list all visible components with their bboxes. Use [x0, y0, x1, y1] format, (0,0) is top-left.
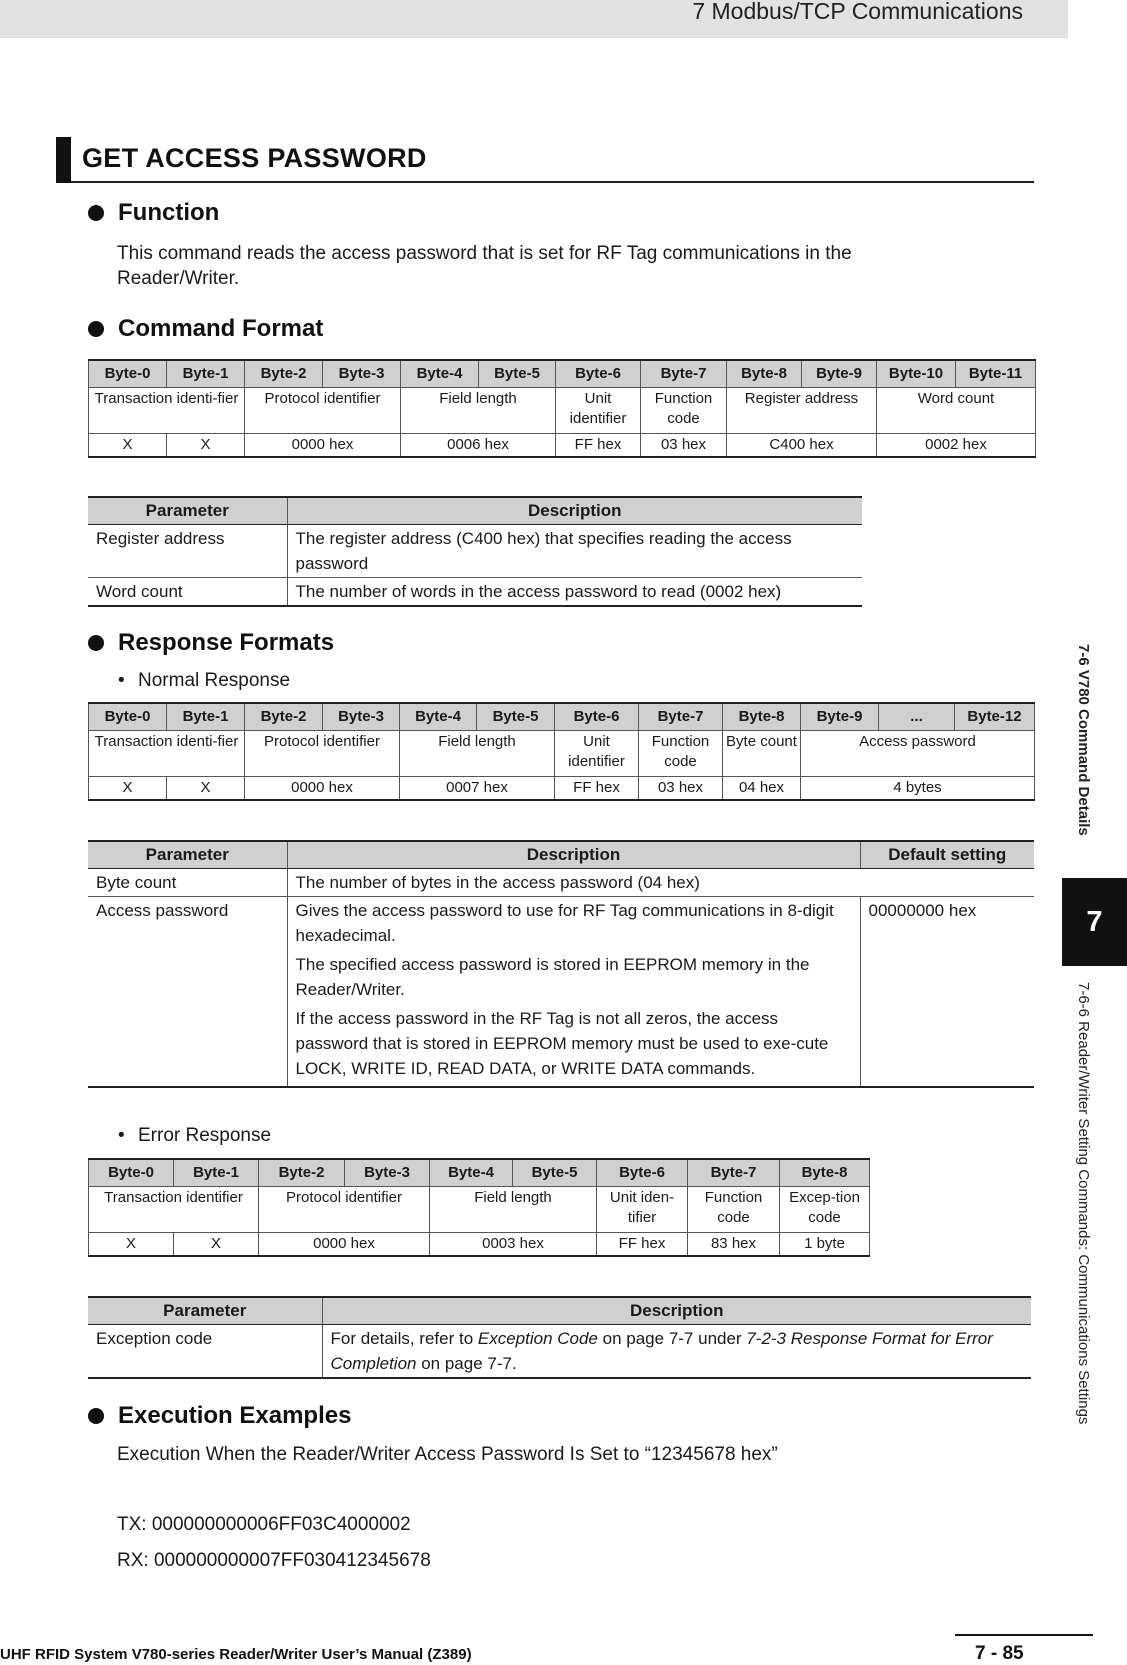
field-value: C400 hex: [727, 434, 877, 458]
exception-code-reference: Exception Code: [477, 1329, 598, 1348]
error-response-label: • Error Response: [118, 1125, 272, 1146]
param-desc: [287, 897, 860, 1088]
byte-header: Byte-5: [477, 703, 555, 731]
param-desc: The number of bytes in the access password (04 hex): [287, 869, 1034, 897]
byte-header-row: [89, 703, 1035, 731]
field-value: X: [167, 777, 245, 801]
response-parameter-table: [88, 840, 1034, 1088]
field-value: 0000 hex: [245, 434, 401, 458]
byte-header: Byte-0: [89, 360, 167, 388]
field-name: Function code: [639, 731, 723, 777]
byte-header-row: [89, 1159, 870, 1187]
field-value: 4 bytes: [801, 777, 1035, 801]
byte-header: Byte-1: [167, 360, 245, 388]
field-value: 83 hex: [688, 1233, 780, 1257]
field-value: X: [89, 434, 167, 458]
field-value: FF hex: [597, 1233, 688, 1257]
byte-header: Byte-6: [556, 360, 641, 388]
field-name: Excep-tion code: [780, 1187, 870, 1233]
param-row: [88, 525, 862, 578]
byte-header: Byte-7: [639, 703, 723, 731]
param-name: Exception code: [88, 1325, 322, 1379]
param-row: [88, 1325, 1031, 1379]
field-name: Field length: [401, 388, 556, 434]
field-name: Transaction identi-fier: [89, 731, 245, 777]
param-name: Word count: [88, 578, 287, 607]
byte-header: ...: [879, 703, 955, 731]
byte-header: Byte-12: [955, 703, 1035, 731]
param-header: Parameter: [88, 841, 287, 869]
param-desc: For details, refer to Exception Code on page 7-7 under 7-2-3 Response Format for Error Completion on page 7-7.: [322, 1325, 1031, 1379]
byte-header: Byte-1: [174, 1159, 259, 1187]
side-chapter-label: 7-6 V780 Command Details: [1075, 644, 1092, 836]
footer-rule: [955, 1634, 1093, 1636]
field-name: Unit identifier: [556, 388, 641, 434]
byte-header: Byte-8: [723, 703, 801, 731]
field-name: Function code: [688, 1187, 780, 1233]
field-value: 0000 hex: [245, 777, 400, 801]
default-header: Default setting: [860, 841, 1034, 869]
field-name: Function code: [641, 388, 727, 434]
field-name: Word count: [877, 388, 1036, 434]
byte-header: Byte-6: [555, 703, 639, 731]
desc-header: Description: [287, 841, 860, 869]
field-name: Protocol identifier: [245, 388, 401, 434]
byte-header: Byte-9: [802, 360, 877, 388]
command-format-heading-text: Command Format: [118, 315, 324, 342]
byte-header: Byte-1: [167, 703, 245, 731]
byte-header: Byte-0: [89, 1159, 174, 1187]
footer-manual-title: UHF RFID System V780-series Reader/Writer User’s Manual (Z389): [0, 1646, 472, 1663]
field-name: Protocol identifier: [259, 1187, 430, 1233]
response-formats-heading: [88, 629, 334, 657]
execution-examples-heading: [88, 1402, 351, 1430]
field-value-row: [89, 434, 1036, 458]
function-heading-text: Function: [118, 199, 220, 226]
section-accent: [56, 137, 71, 183]
field-value: 1 byte: [780, 1233, 870, 1257]
param-row: [88, 869, 1034, 897]
field-name: Byte count: [723, 731, 801, 777]
tx-example: TX: 000000000006FF03C4000002: [117, 1514, 411, 1535]
function-line-2: Reader/Writer.: [117, 268, 240, 289]
field-name: Field length: [400, 731, 555, 777]
field-value: 0000 hex: [259, 1233, 430, 1257]
param-row: [88, 578, 862, 607]
chapter-title: 7 Modbus/TCP Communications: [692, 0, 1023, 24]
byte-header: Byte-7: [641, 360, 727, 388]
byte-header: Byte-8: [727, 360, 802, 388]
field-name: Unit iden-tifier: [597, 1187, 688, 1233]
byte-header: Byte-9: [801, 703, 879, 731]
field-value: 03 hex: [639, 777, 723, 801]
response-format-reference: 7-2-3 Response Format for Error Completion: [330, 1329, 993, 1373]
field-value: 0007 hex: [400, 777, 555, 801]
field-value: 03 hex: [641, 434, 727, 458]
byte-header: Byte-3: [345, 1159, 430, 1187]
byte-header: Byte-4: [400, 703, 477, 731]
desc-paragraph: If the access password in the RF Tag is not all zeros, the access password that is stored in EEPROM memory must be used to exe-cute LOCK, WRITE ID, READ DATA, or WRITE DATA commands.: [295, 1009, 829, 1078]
header-band: [0, 0, 1068, 38]
field-name: Transaction identifier: [89, 1187, 259, 1233]
field-value: 04 hex: [723, 777, 801, 801]
byte-header: Byte-6: [597, 1159, 688, 1187]
field-value: X: [167, 434, 245, 458]
rx-example: RX: 000000000007FF030412345678: [117, 1550, 431, 1571]
response-formats-heading-text: Response Formats: [118, 629, 335, 656]
param-header: Parameter: [88, 497, 287, 525]
field-value: X: [89, 777, 167, 801]
field-name: Transaction identi-fier: [89, 388, 245, 434]
desc-paragraph: Gives the access password to use for RF Tag communications in 8-digit hexadecimal.: [295, 901, 834, 945]
byte-header: Byte-4: [401, 360, 479, 388]
normal-response-label: • Normal Response: [118, 670, 291, 691]
byte-header: Byte-2: [245, 360, 323, 388]
byte-header: Byte-4: [430, 1159, 513, 1187]
desc-header: Description: [287, 497, 862, 525]
field-name: Unit identifier: [555, 731, 639, 777]
field-value: FF hex: [556, 434, 641, 458]
byte-header: Byte-0: [89, 703, 167, 731]
command-parameter-table: [88, 496, 862, 607]
field-name-row: [89, 731, 1035, 777]
field-value: X: [174, 1233, 259, 1257]
field-value: FF hex: [555, 777, 639, 801]
execution-subtitle: Execution When the Reader/Writer Access Password Is Set to “12345678 hex”: [117, 1444, 778, 1465]
field-name-row: [89, 388, 1036, 434]
field-value: 0003 hex: [430, 1233, 597, 1257]
byte-header: Byte-2: [245, 703, 323, 731]
field-value: X: [89, 1233, 174, 1257]
execution-examples-heading-text: Execution Examples: [118, 1402, 352, 1429]
byte-header: Byte-7: [688, 1159, 780, 1187]
byte-header: Byte-8: [780, 1159, 870, 1187]
command-format-heading: [88, 315, 323, 343]
param-row: [88, 897, 1034, 1088]
param-desc: The number of words in the access password to read (0002 hex): [287, 578, 862, 607]
param-header: Parameter: [88, 1297, 322, 1325]
byte-header: Byte-5: [479, 360, 556, 388]
bullet-dot-icon: [88, 321, 104, 337]
field-value: 0002 hex: [877, 434, 1036, 458]
byte-header: Byte-2: [259, 1159, 345, 1187]
normal-response-table: [88, 702, 1035, 801]
error-parameter-table: [88, 1296, 1031, 1379]
byte-header: Byte-10: [877, 360, 956, 388]
field-value-row: [89, 777, 1035, 801]
byte-header: Byte-3: [323, 703, 400, 731]
field-name: Field length: [430, 1187, 597, 1233]
param-desc: The register address (C400 hex) that specifies reading the access password: [287, 525, 862, 578]
field-name: Protocol identifier: [245, 731, 400, 777]
field-value-row: [89, 1233, 870, 1257]
command-format-table: [88, 359, 1036, 458]
page-number: 7 - 85: [975, 1643, 1024, 1664]
default-value: 00000000 hex: [860, 897, 1034, 1088]
byte-header: Byte-11: [956, 360, 1036, 388]
bullet-dot-icon: [88, 635, 104, 651]
byte-header-row: [89, 360, 1036, 388]
byte-header: Byte-3: [323, 360, 401, 388]
section-title: GET ACCESS PASSWORD: [82, 143, 427, 173]
desc-paragraph: The specified access password is stored in EEPROM memory in the Reader/Writer.: [295, 955, 810, 999]
field-name: Access password: [801, 731, 1035, 777]
chapter-tab: 7: [1062, 878, 1127, 966]
desc-header: Description: [322, 1297, 1031, 1325]
field-value: 0006 hex: [401, 434, 556, 458]
byte-header: Byte-5: [513, 1159, 597, 1187]
param-name: Register address: [88, 525, 287, 578]
field-name: Register address: [727, 388, 877, 434]
bullet-dot-icon: [88, 205, 104, 221]
error-response-table: [88, 1158, 870, 1257]
side-section-label: 7-6-6 Reader/Writer Setting Commands: Communications Settings: [1075, 982, 1092, 1425]
function-line-1: This command reads the access password that is set for RF Tag communications in the: [117, 243, 852, 264]
section-title-bar: [56, 137, 1034, 183]
function-heading: [88, 199, 219, 227]
param-name: Access password: [88, 897, 287, 1088]
bullet-dot-icon: [88, 1408, 104, 1424]
field-name-row: [89, 1187, 870, 1233]
param-name: Byte count: [88, 869, 287, 897]
